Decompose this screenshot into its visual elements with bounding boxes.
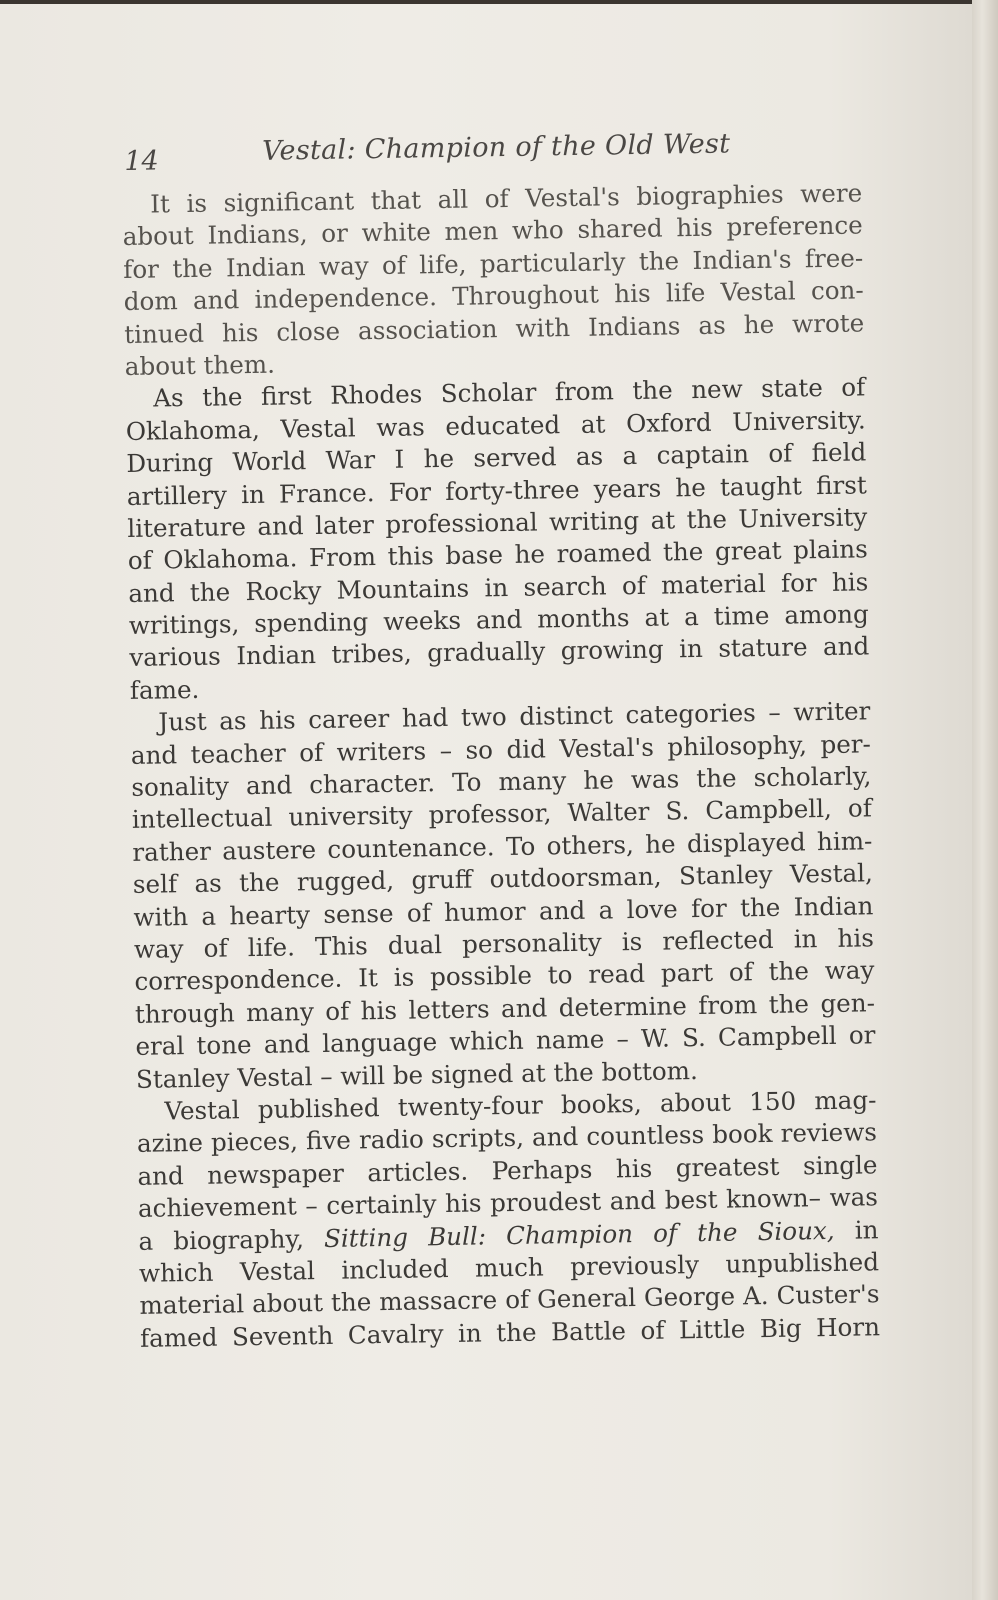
text-line: As the first Rhodes Scholar from the new state of [153,372,866,413]
text-line: and teacher of writers – so did Vestal's philosophy, per- [130,728,872,770]
text-line: various Indian tribes, gradually growing in stature and [129,631,870,673]
paragraph-2 [125,372,870,707]
text-line: Oklahoma, Vestal was educated at Oxford University. [125,405,866,446]
running-head [124,127,845,178]
text-line: It is significant that all of Vestal's biographies were [150,178,863,219]
text-line: and the Rocky Mountains in search of material for his [128,567,869,608]
book-title: Sitting Bull: Champion of the Sioux, [323,1215,835,1253]
text-line: correspondence. It is possible to read part of the way [134,955,875,997]
body-text [122,177,880,1355]
text-line: azine pieces, five radio scripts, and countless book reviews [136,1117,878,1159]
paragraph-1 [122,177,865,383]
page-number: 14 [124,145,159,177]
text-line: During World War I he served as a captain of field [126,437,867,479]
paragraph-3 [130,696,876,1096]
text-line: dom and independence. Throughout his life Vestal con- [123,275,864,317]
text-line: Vestal published twenty-four books, about 150 mag- [164,1085,877,1126]
text-fragment: in [834,1214,879,1245]
text-line: writings, spending weeks and months at a time among [128,599,869,641]
text-line: of Oklahoma. From this base he roamed the great plains [127,534,868,576]
text-line: eral tone and language which name – W. S. Campbell or [135,1020,876,1062]
text-line: tinued his close association with Indians as he wrote [124,307,865,349]
text-line: achievement – certainly his proudest and best known– was [137,1182,879,1223]
text-line: intellectual university professor, Walter S. Campbell, of [131,793,873,835]
text-fragment: a biography, [138,1223,325,1256]
text-line: which Vestal included much previously unpublished [138,1247,880,1288]
text-line: about Indians, or white men who shared his preference [122,210,863,252]
text-line: artillery in France. For forty-three years he taught first [126,469,867,511]
text-line: famed Seventh Cavalry in the Battle of Little Big Horn [139,1311,881,1353]
text-line: about them. [124,349,276,381]
text-line: fame. [129,674,200,705]
text-line: and newspaper articles. Perhaps his greatest single [137,1149,878,1191]
text-line: Just as his career had two distinct categories – writer [158,696,871,737]
page-edge [972,0,998,1600]
paragraph-4 [136,1084,880,1355]
text-line: way of life. This dual personality is reflected in his [133,923,875,964]
text-line: literature and later professional writing at the University [127,502,868,543]
running-title: Vestal: Champion of the Old West [261,128,731,167]
text-line: self as the rugged, gruff outdoorsman, Stanley Vestal, [132,858,874,900]
text-line: sonality and character. To many he was the scholarly, [131,761,872,802]
text-line: rather austere countenance. To others, he displayed him- [132,826,873,867]
text-line: Stanley Vestal – will be signed at the bottom. [135,1055,699,1094]
text-line: material about the massacre of General George A. Custer's [139,1279,880,1321]
text-line: with a hearty sense of humor and a love for the Indian [133,890,874,932]
text-line: through many of his letters and determine from the gen- [134,988,876,1029]
text-line: for the Indian way of life, particularly the Indian's free- [123,243,864,284]
